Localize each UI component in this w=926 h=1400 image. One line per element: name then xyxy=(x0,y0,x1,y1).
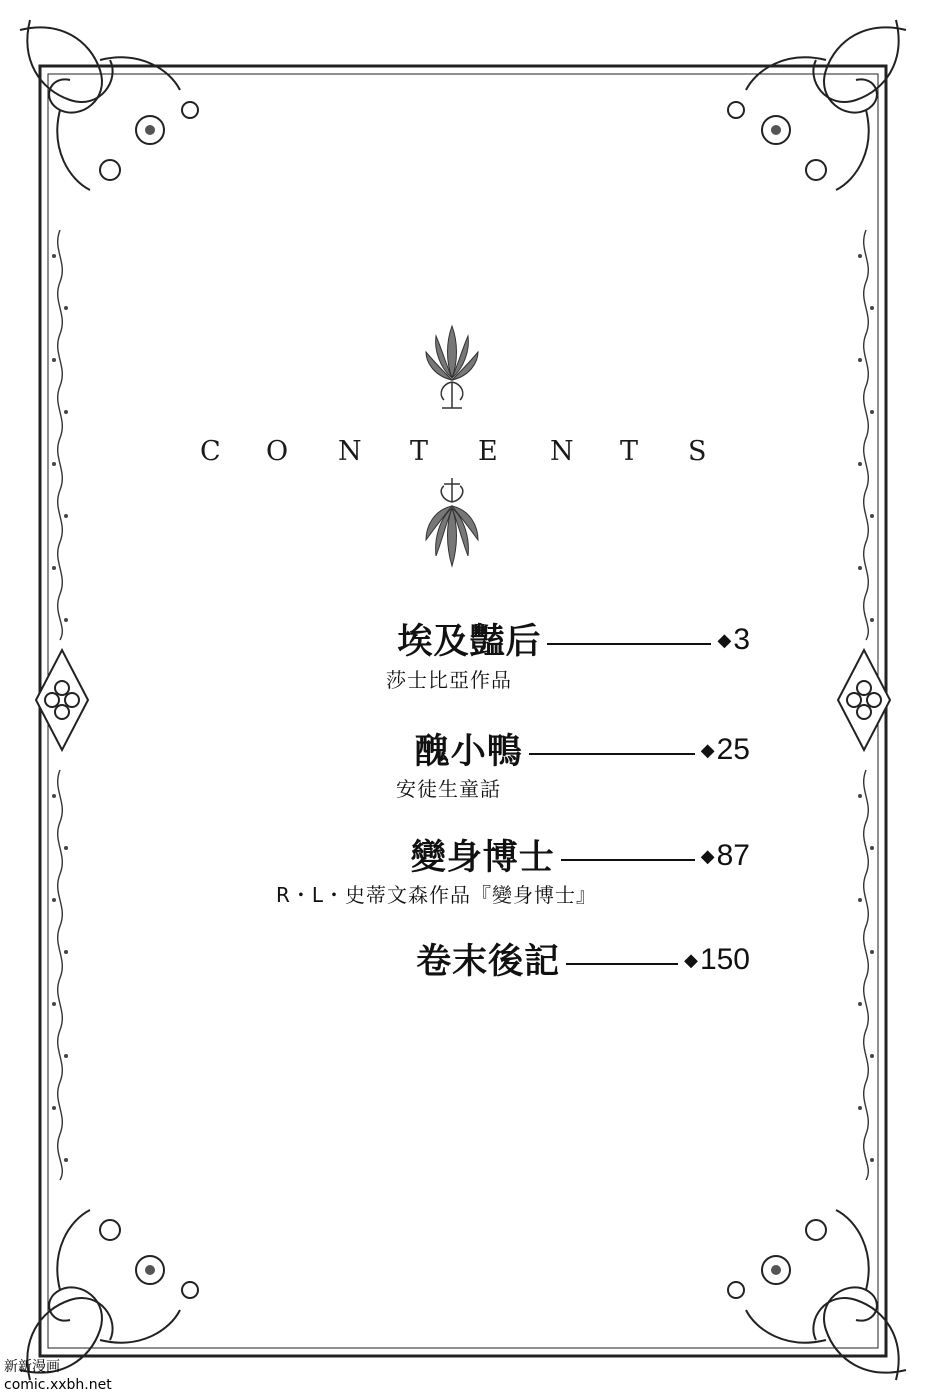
watermark-site-name: 新新漫画 xyxy=(4,1359,60,1375)
leader-line xyxy=(547,643,711,645)
entry-title: 卷末後記 xyxy=(416,940,561,982)
contents-heading: C O N T E N T S xyxy=(200,436,707,467)
toc-entry-3[interactable] xyxy=(411,836,750,879)
palmette-ornament-top xyxy=(412,322,492,414)
toc-entry-2[interactable] xyxy=(415,730,750,773)
entry-subtitle: R・L・史蒂文森作品『變身博士』 xyxy=(276,883,598,907)
leader-line xyxy=(566,963,678,965)
palmette-ornament-bottom xyxy=(412,474,492,570)
entry-title: 醜小鴨 xyxy=(414,730,523,772)
diamond-icon: ◆ xyxy=(684,950,698,970)
entry-title: 變身博士 xyxy=(410,836,555,878)
toc-entry-4[interactable] xyxy=(416,940,750,983)
entry-page-number: ◆87 xyxy=(700,839,750,872)
entry-page-number: ◆25 xyxy=(700,733,750,766)
entry-page-number: ◆150 xyxy=(684,943,750,976)
leader-line xyxy=(529,753,695,755)
entry-title: 埃及豔后 xyxy=(397,620,542,662)
diamond-icon: ◆ xyxy=(717,630,732,650)
leader-line xyxy=(561,859,695,861)
toc-entry-1[interactable] xyxy=(397,620,750,663)
site-watermark xyxy=(4,1358,112,1394)
diamond-icon: ◆ xyxy=(700,740,715,760)
entry-page-number: ◆3 xyxy=(717,623,750,656)
diamond-icon: ◆ xyxy=(700,846,715,866)
entry-subtitle: 安徒生童話 xyxy=(396,777,501,801)
watermark-url: comic.xxbh.net xyxy=(4,1377,112,1393)
entry-subtitle: 莎士比亞作品 xyxy=(386,668,512,692)
